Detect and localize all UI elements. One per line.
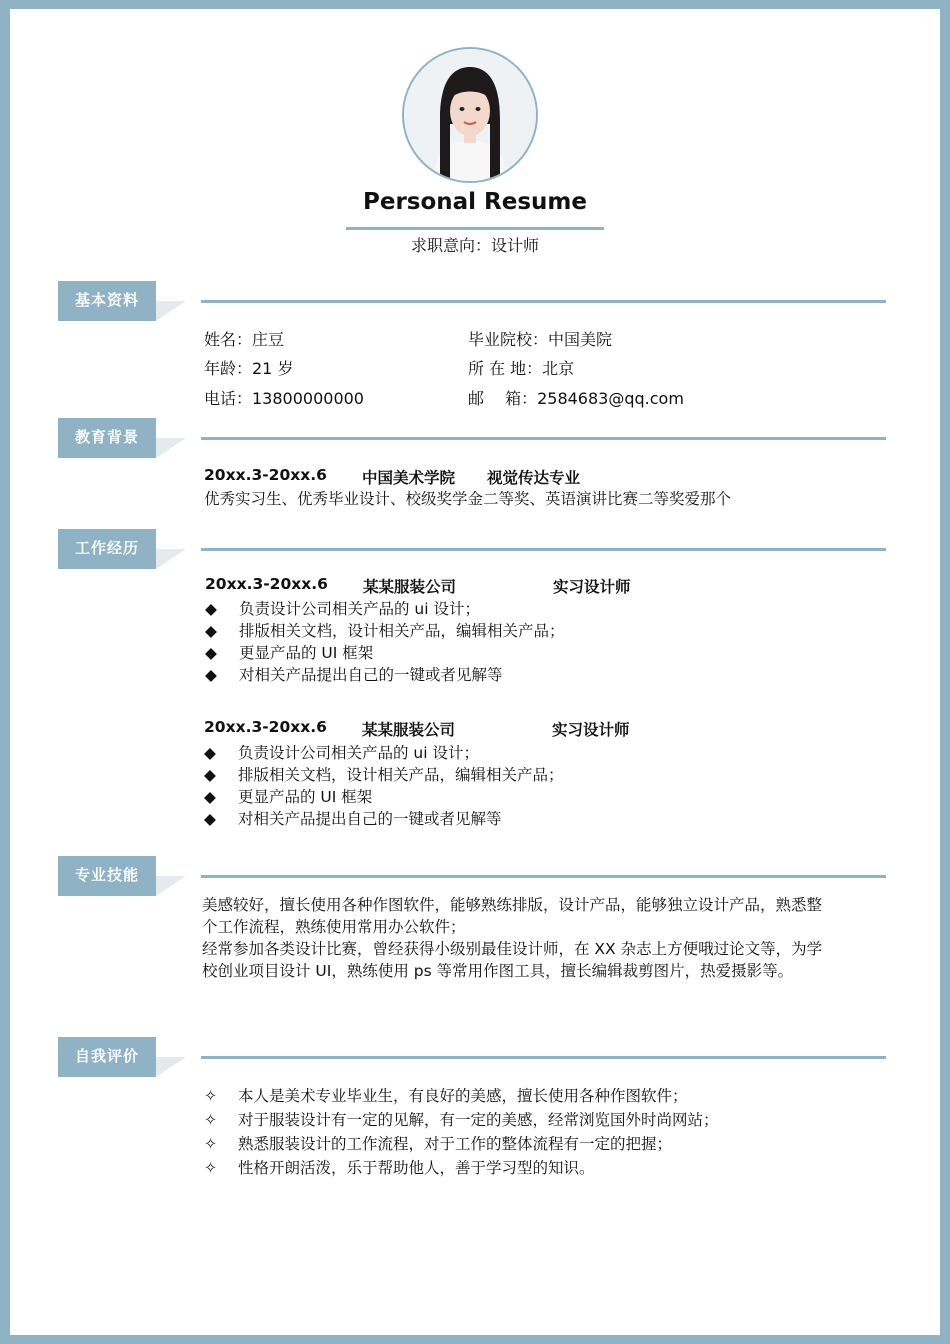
work-bullet: ◆ 更显产品的 UI 框架 [205,644,374,662]
basic-phone: 电话：13800000000 [204,389,364,408]
basic-school: 毕业院校：中国美院 [468,330,613,349]
edu-school: 中国美术学院 [362,469,456,487]
skills-text: 校创业项目设计 UI，熟练使用 ps 等常用作图工具，擅长编辑裁剪图片，热爱摄影等。 [202,962,794,980]
diamond-bullet-icon: ◆ [205,622,217,640]
work-bullet: ◆ 排版相关文档，设计相关产品，编辑相关产品； [204,766,564,784]
job-intent: 求职意向：设计师 [410,236,539,255]
section-divider [201,1056,886,1059]
sparkle-bullet-icon: ✧ [204,1159,217,1177]
title-underline [346,227,604,230]
section-label-tail [156,549,186,569]
section-divider [201,300,886,303]
resume-title: Personal Resume [362,189,587,215]
basic-location: 所 在 地：北京 [468,359,575,378]
diamond-bullet-icon: ◆ [204,766,216,784]
skills-text: 个工作流程，熟练使用常用办公软件； [202,918,466,936]
section-divider [201,437,886,440]
skills-text: 经常参加各类设计比赛，曾经获得小级别最佳设计师，在 XX 杂志上方便哦过论文等，为学 [202,940,823,958]
diamond-bullet-icon: ◆ [204,810,216,828]
basic-age: 年龄：21 岁 [204,359,294,378]
self-eval-item: ✧ 本人是美术专业毕业生，有良好的美感，擅长使用各种作图软件； [204,1087,688,1105]
section-label-basic: 基本资料 [58,281,156,321]
basic-name: 姓名：庄豆 [204,330,285,349]
section-label-tail [156,1057,186,1077]
work-bullet: ◆ 负责设计公司相关产品的 ui 设计； [204,744,479,762]
work-company: 某某服装公司 [362,721,456,739]
section-label-tail [156,438,186,458]
self-eval-item: ✧ 对于服装设计有一定的见解，有一定的美感，经常浏览国外时尚网站； [204,1111,719,1129]
work-company: 某某服装公司 [363,578,457,596]
diamond-bullet-icon: ◆ [205,600,217,618]
resume-page [10,9,940,1335]
section-label-tail [156,876,186,896]
diamond-bullet-icon: ◆ [204,744,216,762]
basic-email: 邮 箱：2584683@qq.com [468,389,684,408]
section-label-tail [156,301,186,321]
edu-major: 视觉传达专业 [487,469,581,487]
section-label-skills: 专业技能 [58,856,156,896]
section-label-education: 教育背景 [58,418,156,458]
sparkle-bullet-icon: ✧ [204,1111,217,1129]
work-bullet: ◆ 更显产品的 UI 框架 [204,788,373,806]
avatar-portrait-icon [404,49,536,181]
work-bullet: ◆ 排版相关文档，设计相关产品，编辑相关产品； [205,622,565,640]
self-eval-item: ✧ 性格开朗活泼，乐于帮助他人，善于学习型的知识。 [204,1159,595,1177]
skills-text: 美感较好，擅长使用各种作图软件，能够熟练排版，设计产品，能够独立设计产品，熟悉整 [202,896,823,914]
diamond-bullet-icon: ◆ [205,666,217,684]
sparkle-bullet-icon: ✧ [204,1087,217,1105]
profile-photo [402,47,538,183]
section-label-self-eval: 自我评价 [58,1037,156,1077]
edu-description: 优秀实习生、优秀毕业设计、校级奖学金二等奖、英语演讲比赛二等奖爱那个 [204,490,732,508]
edu-period: 20xx.3-20xx.6 [204,466,327,484]
work-bullet: ◆ 对相关产品提出自己的一键或者见解等 [205,666,503,684]
work-bullet: ◆ 对相关产品提出自己的一键或者见解等 [204,810,502,828]
work-bullet: ◆ 负责设计公司相关产品的 ui 设计； [205,600,480,618]
diamond-bullet-icon: ◆ [204,788,216,806]
section-divider [201,875,886,878]
work-period: 20xx.3-20xx.6 [204,718,327,736]
sparkle-bullet-icon: ✧ [204,1135,217,1153]
section-label-work: 工作经历 [58,529,156,569]
work-period: 20xx.3-20xx.6 [205,575,328,593]
section-divider [201,548,886,551]
work-role: 实习设计师 [552,721,630,739]
work-role: 实习设计师 [553,578,631,596]
diamond-bullet-icon: ◆ [205,644,217,662]
self-eval-item: ✧ 熟悉服装设计的工作流程，对于工作的整体流程有一定的把握； [204,1135,673,1153]
